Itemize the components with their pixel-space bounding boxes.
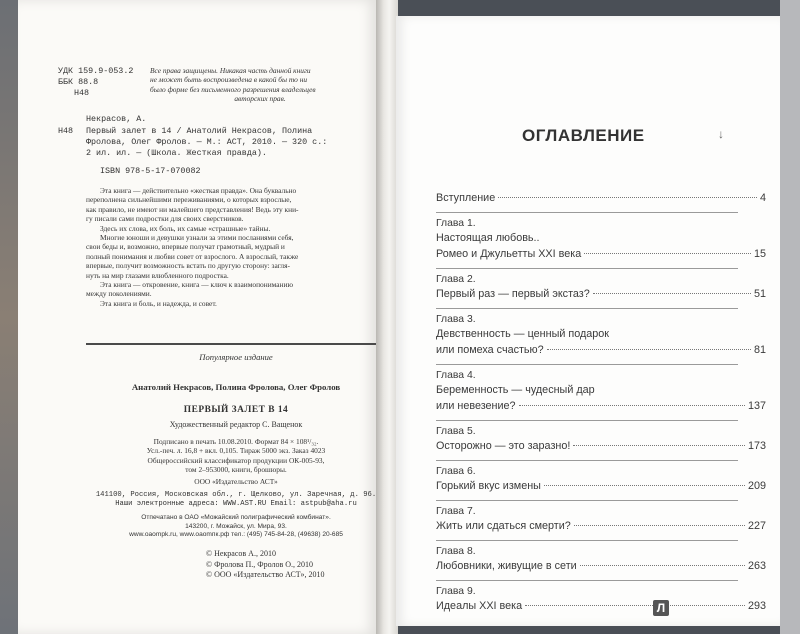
edition-type: Популярное издание <box>199 352 273 362</box>
chapter-title-line: или невезение? 137 <box>436 400 766 412</box>
leader-dots <box>593 293 751 294</box>
toc-entry-chapter-1[interactable] <box>436 218 766 269</box>
toc-entry-chapter-3[interactable] <box>436 314 766 365</box>
chapter-title-line: Горький вкус измены 209 <box>436 480 766 492</box>
contents-title: ОГЛАВЛЕНИЕ <box>522 126 645 145</box>
toc-separator <box>436 420 738 421</box>
leader-dots <box>519 405 745 406</box>
chapter-title-line: Девственность — ценный подарок <box>436 328 610 340</box>
page-mark: ↓ <box>718 127 724 141</box>
page-number: 15 <box>753 248 766 260</box>
leader-dots <box>547 349 751 350</box>
leader-dots <box>525 605 745 606</box>
cover-edge <box>0 0 18 634</box>
book-gutter <box>376 0 398 634</box>
chapter-title-line: или помеха счастью? 81 <box>436 344 766 356</box>
biblio-code: Н48 <box>58 126 74 136</box>
rights-notice: Все права защищены. Никакая часть данной книги не может быть воспроизведена в какой бы то ни было форме без письменного разрешения владельцев авторских прав. <box>150 66 316 104</box>
chapter-title-line: Идеалы XXI века 293 <box>436 600 766 612</box>
imprint-page <box>18 0 378 634</box>
chapter-number: Глава 1. <box>436 218 476 229</box>
publisher-address: 141100, Россия, Московская обл., г. Щелково, ул. Заречная, д. 96. Наши электронные адреса: WWW.AST.RU Email: astpub@aha.ru <box>95 491 377 509</box>
page-number: 51 <box>753 288 766 300</box>
leader-dots <box>573 445 745 446</box>
chapter-number: Глава 7. <box>436 506 476 517</box>
toc-separator <box>436 540 738 541</box>
chapter-number: Глава 4. <box>436 370 476 381</box>
author-mark: Н48 <box>74 88 90 98</box>
toc-entry-chapter-8[interactable] <box>436 546 766 581</box>
toc-separator <box>436 212 738 213</box>
page-number: 209 <box>747 480 766 492</box>
book-title: ПЕРВЫЙ ЗАЛЕТ В 14 <box>183 405 289 415</box>
chapter-number: Глава 2. <box>436 274 476 285</box>
page-number: 173 <box>747 440 766 452</box>
leader-dots <box>544 485 745 486</box>
printer-info: Отпечатано в ОАО «Можайский полиграфический комбинат». 143200, г. Можайск, ул. Мира, 93. www.oaompk.ru, www.oaomпк.рф тел.: (495) 745-84-28, (49638) 20-685 <box>129 514 343 539</box>
toc-entry-chapter-2[interactable] <box>436 274 766 309</box>
chapter-number: Глава 9. <box>436 586 476 597</box>
bbk-code: ББК 88.8 <box>58 77 99 87</box>
art-editor: Художественный редактор С. Ващенок <box>169 420 303 429</box>
annotation: Эта книга — действительно «жесткая правда». Она буквально переполнена сильнейшими переживаниями, о которых взрослые, как правило, не имеют ни малейшего представления! Ведь эту кни- гу писали сами подростки для своих сверстников. Здесь их слова, их боль, их самые «страшные» тайны. Многие юноши и девушки узнали за этими посланиями себя, свои беды и, возможно, впервые получат грамотный, мудрый и полный понимания и любви совет от взрослого. А взрослый, также впервые, получит возможность встать по другую сторону: загля- нуть на мир глазами влюбленного подростка. Эта книга — откровение, книга — ключ к взаимопониманию между поколениями. Эта книга и боль, и надежда, и совет. <box>86 186 299 308</box>
labirint-logo: Л <box>653 600 669 616</box>
chapter-title-line: Первый раз — первый экстаз? 51 <box>436 288 766 300</box>
page-number: 227 <box>747 520 766 532</box>
toc-entry-intro[interactable]: Вступление 4 <box>436 192 766 204</box>
page-number: 263 <box>747 560 766 572</box>
toc-entry-chapter-5[interactable] <box>436 426 766 461</box>
toc-separator <box>436 308 738 309</box>
toc-separator <box>436 268 738 269</box>
chapter-number: Глава 5. <box>436 426 476 437</box>
toc-separator <box>436 500 738 501</box>
chapter-title-line: Жить или сдаться смерти? 227 <box>436 520 766 532</box>
author-heading: Некрасов, А. <box>86 114 147 124</box>
toc-entry-chapter-6[interactable] <box>436 466 766 501</box>
leader-dots <box>580 565 745 566</box>
chapter-number: Глава 3. <box>436 314 476 325</box>
isbn: ISBN 978-5-17-070082 <box>100 166 201 176</box>
divider-rule <box>86 343 386 345</box>
page-number: 81 <box>753 344 766 356</box>
toc-chapters <box>436 218 766 616</box>
toc-separator <box>436 460 738 461</box>
bibliographic-record: Первый залет в 14 / Анатолий Некрасов, Полина Фролова, Олег Фролов. — М.: АСТ, 2010. — 320 с.: 2 ил. ил. — (Школа. Жесткая правда). <box>86 126 328 158</box>
udk-code: УДК 159.9-053.2 <box>58 66 134 76</box>
leader-dots <box>584 253 751 254</box>
authors-line: Анатолий Некрасов, Полина Фролова, Олег Фролов <box>131 382 341 392</box>
toc-separator <box>436 580 738 581</box>
copyrights: © Некрасов А., 2010 © Фролова П., Фролов О., 2010 © ООО «Издательство АСТ», 2010 <box>206 549 325 580</box>
chapter-title-line: Любовники, живущие в сети 263 <box>436 560 766 572</box>
page-edge <box>780 0 800 634</box>
print-info: Подписано в печать 10.08.2010. Формат 84 × 108¹/₃₂. Усл.-печ. л. 16,8 + вкл. 0,105. Тираж 5000 экз. Заказ 4023 Общероссийский классификатор продукции ОК-005-93, том 2–953000, книги, брошюры. ООО «Издательство АСТ» <box>146 437 326 486</box>
chapter-title-line: Беременность — чудесный дар <box>436 384 595 396</box>
chapter-title-line: Осторожно — это заразно! 173 <box>436 440 766 452</box>
page-number: 293 <box>747 600 766 612</box>
toc-entry-chapter-9[interactable] <box>436 586 766 616</box>
leader-dots <box>574 525 745 526</box>
chapter-number: Глава 6. <box>436 466 476 477</box>
toc-entry-chapter-7[interactable] <box>436 506 766 541</box>
table-of-contents <box>436 192 766 616</box>
toc-separator <box>436 364 738 365</box>
toc-entry-chapter-4[interactable] <box>436 370 766 421</box>
chapter-title-line: Настоящая любовь.. <box>436 232 540 244</box>
chapter-number: Глава 8. <box>436 546 476 557</box>
page-number: 137 <box>747 400 766 412</box>
chapter-title-line: Ромео и Джульетты XXI века 15 <box>436 248 766 260</box>
